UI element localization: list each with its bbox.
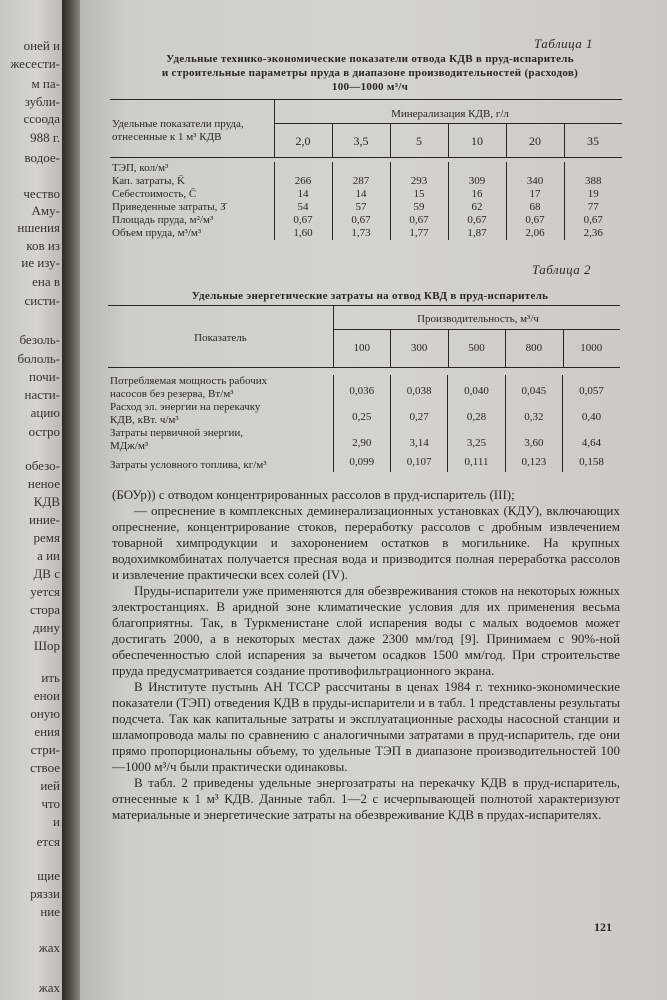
table2-cell: 0,107 [390, 453, 447, 472]
table2-caption: Удельные энергетические затраты на отвод КВД в пруд-испаритель [191, 290, 549, 302]
table1-caption-line: 100—1000 м³/ч [331, 81, 409, 93]
table2-cell: 2,90 [333, 427, 390, 453]
table2-group-header: Производительность, м³/ч [417, 313, 539, 325]
table1-column-divider [448, 123, 449, 157]
table2-cell: 0,038 [390, 375, 447, 401]
table1-row [112, 188, 622, 201]
left-page-text-fragment: Аму- [31, 203, 60, 218]
table2-number: Таблица 2 [532, 262, 592, 277]
table1-row-label: Приведенные затраты, З̄ [112, 201, 226, 213]
table1-cell: 16 [448, 188, 506, 201]
left-page-text-fragment: ется [36, 834, 60, 849]
table1-column-divider [390, 123, 391, 157]
left-page-text-fragment: водое- [24, 150, 60, 165]
body-paragraph: Пруды-испарители уже применяются для обезвреживания стоков на некоторых южных электростанциях. В аридной зоне климатические условия для их применения весьма благоприятны. Так, в Туркменистане слой испарения воды с малых водоемов может достигать 2000, а в некоторых местах даже 2300 мм/год [9]. Принимаем с 90%-ной обеспеченностью слой испарения за вычетом осадков 1500 мм/год. При строительстве пруда предусматривается создание противофильтрационного экрана. [112, 583, 620, 678]
left-page-text-fragment: 988 г. [30, 130, 60, 145]
left-page-text-fragment: обезо- [25, 458, 60, 473]
table1-cell: 2,06 [506, 227, 564, 240]
left-page-text-fragment: уется [30, 584, 60, 599]
table1-caption-line: и строительные параметры пруда в диапазоне производительностей (расходов) [161, 67, 579, 79]
left-page-text-fragment: енои [33, 688, 60, 703]
left-page-text-fragment: стора [29, 602, 60, 617]
table1-column-divider [564, 123, 565, 157]
table2-row [110, 453, 620, 472]
table2-column-header: 1000 [580, 342, 603, 354]
table1-caption [100, 52, 640, 94]
body-paragraph: — опреснение в комплексных деминерализационных установках (КДУ), включающих опреснение, концентрирование стоков, переработку рассолов с дробным извлечением товарной химпродукции и захоронением остатков в могильнике. На крупных водохимкомбинатах получается пресная вода и призводится полная переработка рассолов и извлечение практически всех солей (IV). [112, 503, 620, 582]
table2-cell: 0,036 [333, 375, 390, 401]
table1-cell: 340 [506, 175, 564, 188]
table2-cell: 3,25 [448, 427, 505, 453]
table1-cell: 15 [390, 188, 448, 201]
left-page-text-fragment: что [41, 796, 60, 811]
left-page-text-fragment: безоль- [19, 332, 60, 347]
table2-row [110, 375, 620, 401]
table2-cell: 0,099 [333, 453, 390, 472]
table2-column-header: 300 [410, 342, 428, 354]
left-page-text-fragment: оней и [23, 38, 60, 53]
table2-row-label-line: насосов без резерва, Вт/м³ [110, 388, 234, 400]
left-page-text-fragment: а ии [37, 548, 60, 563]
table1-row-header-line: Удельные показатели пруда, [112, 118, 244, 130]
table1-row [112, 227, 622, 240]
left-page-text-fragment: ие изу- [21, 255, 60, 270]
table2-row-label-line: МДж/м³ [110, 440, 149, 452]
left-page-text-fragment: ссоода [23, 111, 60, 126]
page-number: 121 [594, 920, 612, 934]
table2-cell: 0,32 [505, 401, 562, 427]
table1-column-header: 5 [416, 134, 422, 148]
body-paragraph: (БОУр)) с отводом концентрированных рассолов в пруд-испаритель (III); [112, 487, 515, 502]
table2-row [110, 427, 620, 453]
table1-row [112, 214, 622, 227]
left-page-text-fragment: ремя [33, 530, 60, 545]
left-page-text-fragment: м па- [31, 76, 60, 91]
table1-cell: 1,60 [274, 227, 332, 240]
table1-row-label: Себестоимость, C̄ [112, 188, 197, 200]
table2-cell: 0,25 [333, 401, 390, 427]
left-page-edge [0, 0, 62, 1000]
left-page-text-fragment: дину [32, 620, 60, 635]
table1-cell: 0,67 [390, 214, 448, 227]
table1-cell: 0,67 [274, 214, 332, 227]
left-page-text-fragment: КДВ [33, 494, 60, 509]
left-page-text-fragment: почи- [29, 369, 60, 384]
table2-cell: 0,111 [448, 453, 505, 472]
table1-cell [448, 162, 506, 175]
table2-row-label [110, 453, 333, 472]
table1-cell: 54 [274, 201, 332, 214]
table1-cell [274, 162, 332, 175]
table1-caption-line: Удельные технико-экономические показатели отвода КДВ в пруд-испаритель [166, 53, 574, 65]
table2-cell: 4,64 [563, 427, 620, 453]
left-page-text-fragment: жах [38, 980, 60, 995]
table2-row-label-line: КДВ, кВт. ч/м³ [110, 414, 179, 426]
left-page-text-fragment: и [53, 814, 60, 829]
table1-cell: 0,67 [506, 214, 564, 227]
table2-cell: 0,28 [448, 401, 505, 427]
table2-column-divider [390, 329, 391, 367]
table2-cell: 0,045 [505, 375, 562, 401]
table2-row-label-line: Потребляемая мощность рабочих [110, 375, 268, 387]
table1-cell: 0,67 [448, 214, 506, 227]
left-page-text-fragment: щие [37, 868, 60, 883]
table1-row-label: Площадь пруда, м²/м³ [112, 214, 214, 226]
left-page-text-fragment: ряззи [30, 886, 60, 901]
table2-column-divider [505, 329, 506, 367]
table1-body [112, 162, 622, 240]
table2-row-label [110, 375, 333, 401]
table2-cell: 3,60 [505, 427, 562, 453]
table1-cell [506, 162, 564, 175]
table1-cell: 388 [564, 175, 622, 188]
table1-cell: 0,67 [332, 214, 390, 227]
table1-cell: 14 [274, 188, 332, 201]
table2-cell: 0,123 [505, 453, 562, 472]
left-page-text-fragment: ков из [26, 238, 60, 253]
left-page-text-fragment: ДВ с [33, 566, 60, 581]
table2-cell: 0,40 [563, 401, 620, 427]
table1-cell: 19 [564, 188, 622, 201]
table2-row-label-line: Затраты первичной энергии, [110, 427, 244, 439]
table2-row-label [110, 401, 333, 427]
left-page-text-fragment: ией [40, 778, 60, 793]
table2-top-rule [108, 305, 620, 306]
table2-cell: 0,040 [448, 375, 505, 401]
table2-column-header: 500 [468, 342, 485, 354]
left-page-text-fragment: ить [41, 670, 60, 685]
table1-cell: 57 [332, 201, 390, 214]
table1-group-header: Минерализация КДВ, г/л [391, 108, 509, 120]
left-page-text-fragment: жесести- [10, 56, 60, 71]
body-paragraph: В Институте пустынь АН ТССР рассчитаны в ценах 1984 г. технико-экономические показатели (ТЭП) отведения КДВ в пруды-испарители и в табл. 1 представлены результаты подсчета. Так как капитальные затраты и эксплуатационные расходы насосной станции и шламопровода малы по сравнению с аналогичными затратами в пруд-испаритель, где они прямо пропорциональны объему, то удельные ТЭП в диапазоне производительностей 100—1000 м³/ч были практически одинаковы. [112, 679, 620, 774]
table1-column-header: 20 [529, 134, 541, 148]
table1-column-divider [332, 123, 333, 157]
table2-row-label-line: Затраты условного топлива, кг/м³ [110, 459, 267, 471]
left-page-text-fragment: Шор [33, 638, 60, 653]
left-page-text-fragment: бололь- [17, 351, 60, 366]
table1-cell: 266 [274, 175, 332, 188]
table2-body [110, 375, 620, 472]
left-page-text-fragment: ацию [30, 405, 60, 420]
table1-row-header-line: отнесенные к 1 м³ КДВ [112, 131, 222, 143]
left-page-text-fragment: насти- [24, 387, 60, 402]
book-gutter [62, 0, 80, 1000]
table2-header-rule [108, 367, 620, 368]
left-page-text-fragment: систи- [24, 293, 60, 308]
table1-row-label: Объем пруда, м³/м³ [112, 227, 202, 239]
table1-cell [332, 162, 390, 175]
left-page-text-fragment: ншения [17, 220, 60, 235]
table2-group-rule [333, 329, 620, 330]
body-paragraph: В табл. 2 приведены удельные энергозатраты на перекачку КДВ в пруд-испаритель, отнесенные к 1 м³ КДВ. Данные табл. 1—2 с исчерпывающей полнотой характеризуют материальные и энергетические затраты на обезвреживание КДВ в прудах-испарителях. [112, 775, 620, 822]
table2-header-divider [333, 305, 334, 367]
left-page-text-fragment: иние- [29, 512, 60, 527]
table2-row-label-line: Расход эл. энергии на перекачку [110, 401, 261, 413]
table2-cell: 0,057 [563, 375, 620, 401]
table1-cell: 62 [448, 201, 506, 214]
table2-row [110, 401, 620, 427]
table1-cell: 293 [390, 175, 448, 188]
left-page-text-fragment: остро [28, 424, 60, 439]
table1-row-label: ТЭП, кол/м³ [112, 162, 169, 174]
table1-number: Таблица 1 [534, 36, 594, 51]
left-page-text-fragment: стри- [30, 742, 60, 757]
table2-cell: 3,14 [390, 427, 447, 453]
table1-column-header: 3,5 [353, 134, 369, 148]
table2-cell: 0,158 [563, 453, 620, 472]
left-page-text-fragment: чество [23, 186, 60, 201]
left-page-text-fragment: жах [38, 940, 60, 955]
table1-cell: 287 [332, 175, 390, 188]
left-page-text-fragment: ения [34, 724, 60, 739]
table1-cell: 0,67 [564, 214, 622, 227]
left-page-text-fragment: зубли- [24, 94, 60, 109]
table1-header-rule [110, 157, 622, 158]
table2-column-divider [563, 329, 564, 367]
table1-cell: 59 [390, 201, 448, 214]
table1-cell: 1,73 [332, 227, 390, 240]
book-page [80, 0, 667, 1000]
table1-cell: 1,77 [390, 227, 448, 240]
table2-column-header: 100 [353, 342, 370, 354]
table1-row-header [112, 118, 274, 144]
body-text [112, 487, 620, 823]
table1-column-header: 2,0 [295, 134, 311, 148]
table1-row [112, 175, 622, 188]
table1-row-label: Кап. затраты, K̄ [112, 175, 185, 187]
left-page-text-fragment: оную [30, 706, 60, 721]
table2-column-header: 800 [525, 342, 543, 354]
table2-cell: 0,27 [390, 401, 447, 427]
table1-column-header: 35 [587, 134, 599, 148]
table1-cell: 1,87 [448, 227, 506, 240]
left-page-text-fragment: ена в [32, 274, 60, 289]
left-page-text-fragment: неное [27, 476, 60, 491]
table1-cell [564, 162, 622, 175]
table1-cell: 309 [448, 175, 506, 188]
table1-cell: 2,36 [564, 227, 622, 240]
table2-column-divider [448, 329, 449, 367]
table1-row [112, 201, 622, 214]
table1-cell: 14 [332, 188, 390, 201]
table1-column-header: 10 [471, 134, 483, 148]
table1-cell: 17 [506, 188, 564, 201]
table1-cell [390, 162, 448, 175]
left-page-text-fragment: ние [40, 904, 60, 919]
table2-row-header: Показатель [194, 332, 247, 344]
table1-cell: 68 [506, 201, 564, 214]
table2-row-label [110, 427, 333, 453]
table1-row [112, 162, 622, 175]
left-page-text-fragment: ствое [30, 760, 60, 775]
table1-column-divider [506, 123, 507, 157]
table1-top-rule [110, 99, 622, 100]
table1-cell: 77 [564, 201, 622, 214]
